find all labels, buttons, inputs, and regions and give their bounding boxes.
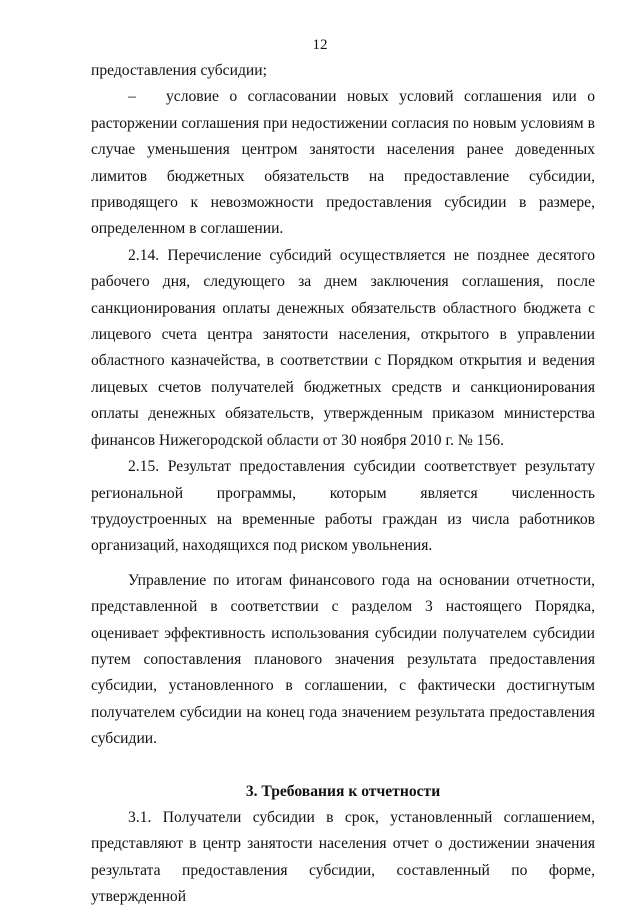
list-item-dash — [91, 84, 595, 242]
document-body — [91, 58, 595, 911]
paragraph-2-15: 2.15. Результат предоставления субсидии соответствует результату региональной программы, которым является численность трудоустроенных на временные работы граждан из числа работников организаций, находящихся под риском увольнения. — [91, 458, 595, 555]
paragraph-continuation: предоставления субсидии; — [91, 62, 267, 79]
section-heading: 3. Требования к отчетности — [245, 782, 441, 800]
list-item-text: условие о согласовании новых условий соглашения или о расторжении соглашения при недостижении согласия по новым условиям в случае уменьшения центром занятости населения ранее доведенных лимитов бюджетных обязательств на предоставление субсидии, приводящего к невозможности предоставления субсидии в размере, определенном в соглашении. — [91, 88, 595, 238]
paragraph-evaluation: Управление по итогам финансового года на основании отчетности, представленной в соответствии с разделом 3 настоящего Порядка, оценивает эффективность использования субсидии получателем субсидии путем сопоставления планового значения результата предоставления субсидии, установленного в соглашении, с фактически достигнутым получателем субсидии на конец года значением результата предоставления субсидии. — [91, 571, 595, 748]
page-number: 12 — [312, 37, 328, 53]
dash-marker: – — [128, 88, 136, 106]
paragraph-2-14: 2.14. Перечисление субсидий осуществляется не позднее десятого рабочего дня, следующего за днем заключения соглашения, после санкционирования оплаты денежных обязательств областного бюджета с лицевого счета центра занятости населения, открытого в управлении областного казначейства, в соответствии с Порядком открытия и ведения лицевых счетов получателей бюджетных средств и санкционирования оплаты денежных обязательств, утвержденным приказом министерства финансов Нижегородской области от 30 ноября 2010 г. № 156. — [91, 246, 595, 449]
paragraph-3-1: 3.1. Получатели субсидии в срок, установленный соглашением, представляют в центр занятости населения отчет о достижении значения результата предоставления субсидии, составленный по форме, утвержденной — [91, 808, 595, 906]
